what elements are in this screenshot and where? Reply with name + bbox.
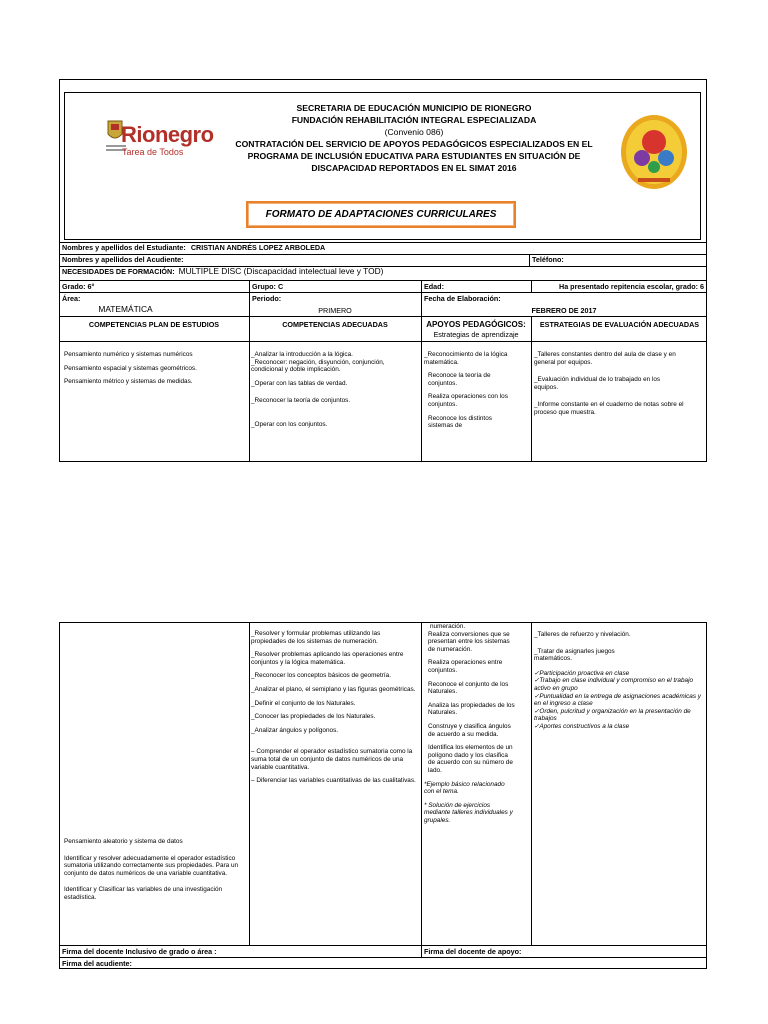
logo-left-text: Rionegro xyxy=(121,122,214,147)
header-line-1: SECRETARIA DE EDUCACIÓN MUNICIPIO DE RIONEGRO xyxy=(296,103,532,113)
list-item: Identificar y Clasificar las variables de una investigación estadística. xyxy=(64,886,223,901)
needs-label: NECESIDADES DE FORMACIÓN: xyxy=(62,267,175,276)
col-header-supports: APOYOS PEDAGÓGICOS: xyxy=(426,320,526,329)
list-item: Reconoce la teoría de conjuntos. xyxy=(428,372,491,387)
list-item: _Tratar de asignarles juegos matemáticos. xyxy=(534,647,615,663)
student-row xyxy=(59,242,707,253)
period-label: Periodo: xyxy=(252,294,282,303)
list-item: _Operar con las tablas de verdad. xyxy=(251,379,348,387)
date-label: Fecha de Elaboración: xyxy=(424,294,501,303)
list-item: _Operar con los conjuntos. xyxy=(251,420,328,428)
col-header-evaluation: ESTRATEGIAS DE EVALUACIÓN ADECUADAS xyxy=(539,320,700,329)
list-item: Pensamiento espacial y sistemas geométricos. xyxy=(64,364,197,372)
col-header-plan: COMPETENCIAS PLAN DE ESTUDIOS xyxy=(88,320,220,329)
list-item: _Resolver problemas aplicando las operaciones entre conjuntos y la lógica matemática. xyxy=(251,651,404,666)
phone-label: Teléfono: xyxy=(532,255,564,264)
date-value: FEBRERO DE 2017 xyxy=(531,306,597,315)
row-line xyxy=(59,316,707,317)
list-item: ✓Orden, pulcritud y organización en la presentación de trabajos xyxy=(534,707,691,723)
page2-col-evaluation xyxy=(534,631,704,731)
format-title-box xyxy=(246,201,516,228)
area-value: MATEMÁTICA xyxy=(98,304,153,314)
list-item: _Reconocimiento de la lógica matemática. xyxy=(424,351,508,366)
group-cell: Grupo: C xyxy=(252,282,284,291)
age-cell: Edad: xyxy=(424,282,444,291)
list-item: * Solución de ejercicios mediante talleres individuales y grupales. xyxy=(424,801,513,824)
page2-col-plan xyxy=(64,838,246,902)
list-item: Pensamiento numérico y sistemas numéricos xyxy=(64,351,193,358)
fundacion-seal-icon xyxy=(618,112,690,192)
list-item: ✓Puntualidad en la entrega de asignaciones académicas y en el ingreso a clase xyxy=(534,692,702,708)
list-item: Identificar y resolver adecuadamente el operador estadístico sumatoria utilizando correctamente sus propiedades. Para un conjunto de datos numéricos de una variable cuantitativa. xyxy=(64,854,239,877)
page2-col-adequate xyxy=(251,630,417,785)
list-item: _Evaluación individual de lo trabajado en los equipos. xyxy=(534,376,661,391)
sign-support-label: Firma del docente de apoyo: xyxy=(424,947,522,956)
list-item: _Analizar ángulos y polígonos. xyxy=(251,726,339,734)
list-item: _Definir el conjunto de los Naturales. xyxy=(251,699,356,707)
col-line xyxy=(531,316,532,462)
needs-value: MULTIPLE DISC (Discapacidad intelectual leve y TOD) xyxy=(178,266,384,276)
page1-col-supports xyxy=(424,351,514,430)
list-item: Construye y clasifica ángulos de acuerdo a su medida. xyxy=(428,722,511,738)
list-item: Pensamiento métrico y sistemas de medidas. xyxy=(64,378,193,386)
period-value: PRIMERO xyxy=(318,306,352,315)
list-item: _Conocer las propiedades de los Naturales. xyxy=(251,713,376,721)
header-text xyxy=(218,102,610,174)
rionegro-logo xyxy=(104,118,214,160)
logo-left-tagline: Tarea de Todos xyxy=(122,147,184,157)
list-item: Reconoce el conjunto de los Naturales. xyxy=(428,680,509,696)
row-line xyxy=(59,341,707,342)
sign-teacher-label: Firma del docente Inclusivo de grado o área : xyxy=(62,947,217,956)
page1-col-adequate xyxy=(251,351,401,429)
col-line xyxy=(249,622,250,945)
list-item: ✓Participación proactiva en clase xyxy=(534,669,630,677)
list-item: _Analizar la introducción a la lógica. xyxy=(251,351,353,358)
grade-cell: Grado: 6° xyxy=(62,282,95,291)
col-line xyxy=(421,622,422,957)
student-value: CRISTIAN ANDRÉS LOPEZ ARBOLEDA xyxy=(190,243,326,252)
list-item: – Comprender el operador estadístico sumatoria como la suma total de un conjunto de datos numéricos de una variable cuantitativa. xyxy=(251,748,413,771)
list-item: _Reconocer: negación, disyunción, conjunción, condicional y doble implicación. xyxy=(251,358,385,374)
list-item: Realiza operaciones con los conjuntos. xyxy=(428,393,508,408)
list-item: *Ejemplo básico relacionado con el tema. xyxy=(424,780,505,796)
header-line-6: DISCAPACIDAD REPORTADOS EN EL SIMAT 2016 xyxy=(311,163,517,173)
list-item: ✓Aportes constructivos a la clase xyxy=(534,722,630,730)
list-item: Pensamiento aleatorio y sistema de datos xyxy=(64,838,183,845)
needs-row xyxy=(59,266,707,279)
list-item: – Diferenciar las variables cuantitativas de las cualitativas. xyxy=(251,777,416,785)
list-item: Identifica los elementos de un polígono dado y los clasifica de acuerdo con su número de lado. xyxy=(428,744,513,774)
list-item: ✓Trabajo en clase individual y compromiso en el trabajo activo en grupo xyxy=(534,677,694,692)
page1-col-plan xyxy=(64,351,246,386)
header-line-3: (Convenio 086) xyxy=(384,127,444,137)
student-label: Nombres y apellidos del Estudiante: xyxy=(62,243,186,252)
list-item: _Talleres constantes dentro del aula de clase y en general por equipos. xyxy=(534,351,676,366)
col-header-strategies: Estrategias de aprendizaje xyxy=(433,330,519,339)
list-item: _Reconocer los conceptos básicos de geometría. xyxy=(251,672,391,680)
list-item: Reconoce los distintos sistemas de xyxy=(428,414,492,430)
header-line-2: FUNDACIÓN REHABILITACIÓN INTEGRAL ESPECIALIZADA xyxy=(291,115,537,125)
list-item: _Talleres de refuerzo y nivelación. xyxy=(534,631,631,638)
col-header-adequate: COMPETENCIAS ADECUADAS xyxy=(282,320,388,329)
list-item: Realiza conversiones que se presentan entre los sistemas de numeración. xyxy=(428,630,510,653)
header-line-5: PROGRAMA DE INCLUSIÓN EDUCATIVA PARA ESTUDIANTES EN SITUACIÓN DE xyxy=(247,151,581,161)
list-item: _Informe constante en el cuaderno de notas sobre el proceso que muestra. xyxy=(534,401,684,416)
list-item: _Analizar el plano, el semiplano y las figuras geométricas. xyxy=(251,685,416,693)
page2-col-supports xyxy=(424,623,516,824)
list-item: Analiza las propiedades de los Naturales. xyxy=(428,701,515,717)
list-item: Realiza operaciones entre conjuntos. xyxy=(428,659,503,674)
repeat-cell: Ha presentado repitencia escolar, grado: 6 xyxy=(559,282,704,291)
page1-col-evaluation xyxy=(534,351,684,417)
header-line-4: CONTRATACIÓN DEL SERVICIO DE APOYOS PEDAGÓGICOS ESPECIALIZADOS EN EL xyxy=(235,139,593,149)
fundacion-seal-logo xyxy=(618,112,690,192)
col-line xyxy=(531,622,532,945)
list-item: _Resolver y formular problemas utilizando las propiedades de los sistemas de numeración. xyxy=(251,630,381,645)
col-line xyxy=(249,316,250,462)
sign-guardian-label: Firma del acudiente: xyxy=(62,959,132,968)
guardian-label: Nombres y apellidos del Acudiente: xyxy=(62,255,184,264)
list-item: _Reconocer la teoría de conjuntos. xyxy=(251,397,351,405)
list-item: numeración. xyxy=(430,623,466,630)
area-label: Área: xyxy=(62,294,81,303)
format-title: FORMATO DE ADAPTACIONES CURRICULARES xyxy=(265,209,497,220)
